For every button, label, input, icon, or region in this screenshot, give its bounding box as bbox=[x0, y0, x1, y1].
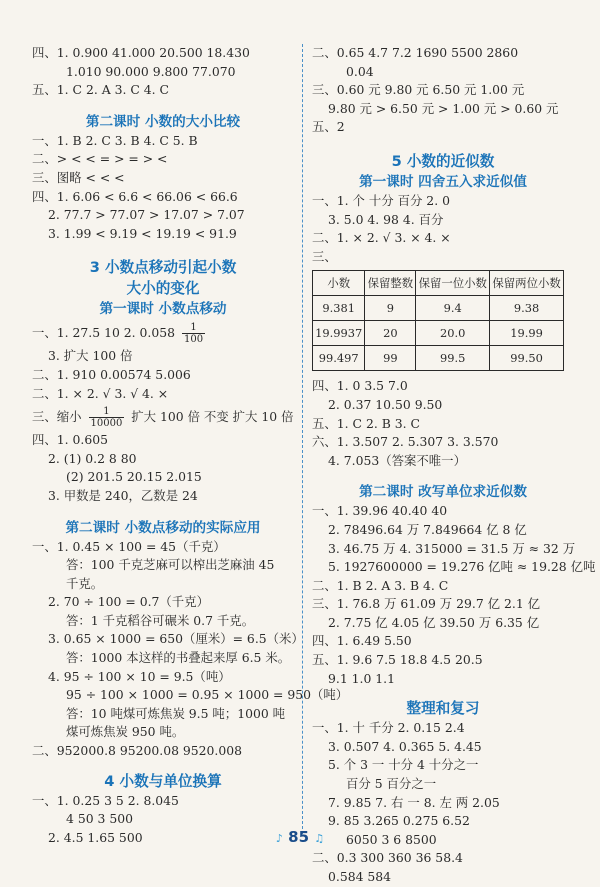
answer-line: 答：10 吨煤可炼焦炭 9.5 吨；1000 吨 bbox=[66, 705, 286, 721]
answer-line: 9.80 元 > 6.50 元 > 1.00 元 > 0.60 元 bbox=[328, 100, 559, 116]
answer-line: 1.010 90.000 9.800 77.070 bbox=[66, 63, 236, 79]
table-row bbox=[313, 346, 564, 371]
answer-line: 四、1. 6.06 < 6.6 < 66.06 < 66.6 bbox=[32, 188, 238, 204]
table-cell: 9 bbox=[365, 296, 416, 321]
answer-line: 2. 78496.64 万 7.849664 亿 8 亿 bbox=[328, 521, 527, 537]
table-cell: 20.0 bbox=[416, 321, 490, 346]
answer-line: (2) 201.5 20.15 2.015 bbox=[66, 469, 202, 485]
answer-text: 一、1. 27.5 10 2. 0.058 bbox=[32, 325, 176, 341]
answer-line: 答：100 千克芝麻可以榨出芝麻油 45 bbox=[66, 557, 275, 573]
table-cell: 99.50 bbox=[490, 346, 564, 371]
table-cell: 20 bbox=[365, 321, 416, 346]
unit-title: 3 小数点移动引起小数 bbox=[89, 259, 237, 277]
answer-line: 三、0.60 元 9.80 元 6.50 元 1.00 元 bbox=[312, 82, 525, 98]
answer-line: 3. 甲数是 240，乙数是 24 bbox=[48, 487, 198, 503]
unit-title: 4 小数与单位换算 bbox=[104, 772, 222, 790]
answer-line: 二、1. × 2. √ 3. × 4. × bbox=[312, 230, 451, 246]
answer-line: 7. 9.85 7. 右 一 8. 左 两 2.05 bbox=[328, 794, 500, 810]
answer-line bbox=[32, 403, 294, 431]
table-cell: 19.99 bbox=[490, 321, 564, 346]
answer-line: 3. 0.65 × 1000 = 650（厘米）= 6.5（米） bbox=[48, 631, 304, 647]
answer-line: 2. (1) 0.2 8 80 bbox=[48, 450, 137, 466]
answer-line: 四、1. 6.49 5.50 bbox=[312, 633, 412, 649]
answer-line: 答：1 千克稻谷可碾米 0.7 千克。 bbox=[66, 612, 255, 628]
answer-line: 0.584 584 bbox=[328, 869, 392, 884]
answer-line: 3. 扩大 100 倍 bbox=[48, 348, 133, 364]
answer-line: 三、图略 < < < bbox=[32, 169, 125, 185]
answer-line: 二、0.3 300 360 36 58.4 bbox=[312, 850, 463, 866]
section-heading: 第二课时 改写单位求近似数 bbox=[359, 484, 527, 501]
answer-line: 四、1. 0.900 41.000 20.500 18.430 bbox=[32, 45, 250, 60]
section-heading: 第一课时 四舍五入求近似值 bbox=[359, 173, 527, 190]
answer-text: 扩大 100 倍 不变 扩大 10 倍 bbox=[131, 409, 294, 425]
section-heading: 整理和复习 bbox=[406, 700, 480, 718]
music-note-icon: ♫ bbox=[314, 832, 325, 845]
table-header-row bbox=[313, 271, 564, 296]
section-heading: 第二课时 小数点移动的实际应用 bbox=[65, 519, 261, 536]
answer-line: 二、1. 910 0.00574 5.006 bbox=[32, 366, 191, 382]
table-cell: 9.4 bbox=[416, 296, 490, 321]
answer-line: 三、 bbox=[312, 248, 337, 264]
answer-line: 3. 1.99 < 9.19 < 19.19 < 91.9 bbox=[48, 225, 237, 241]
table-header-cell: 保留两位小数 bbox=[490, 271, 564, 296]
answer-line: 一、1. 十 千分 2. 0.15 2.4 bbox=[312, 720, 465, 736]
section-heading: 第一课时 小数点移动 bbox=[99, 301, 227, 318]
answer-line: 2. 0.37 10.50 9.50 bbox=[328, 396, 443, 412]
answer-line: 3. 0.507 4. 0.365 5. 4.45 bbox=[328, 738, 482, 754]
answer-line: 9. 85 3.265 0.275 6.52 bbox=[328, 813, 470, 829]
answer-line: 五、1. 9.6 7.5 18.8 4.5 20.5 bbox=[312, 652, 483, 668]
table-cell: 19.9937 bbox=[313, 321, 365, 346]
fraction-denominator: 10000 bbox=[90, 418, 123, 430]
table-cell: 99.5 bbox=[416, 346, 490, 371]
answer-line: 二、952000.8 95200.08 9520.008 bbox=[32, 743, 243, 759]
page-number bbox=[262, 828, 338, 846]
answer-line: 一、1. B 2. C 3. B 4. C 5. B bbox=[32, 132, 198, 148]
fraction-numerator: 1 bbox=[182, 322, 205, 334]
answer-line: 二、0.65 4.7 7.2 1690 5500 2860 bbox=[312, 45, 519, 60]
answer-line: 四、1. 0.605 bbox=[32, 432, 109, 448]
page-number-text: 85 bbox=[288, 828, 310, 846]
answer-line: 4. 7.053（答案不唯一） bbox=[328, 452, 466, 468]
table-header-cell: 小数 bbox=[313, 271, 365, 296]
answer-line: 四、1. 0 3.5 7.0 bbox=[312, 378, 408, 394]
answer-line: 一、1. 个 十分 百分 2. 0 bbox=[312, 192, 450, 208]
table-cell: 9.38 bbox=[490, 296, 564, 321]
answer-line: 3. 5.0 4. 98 4. 百分 bbox=[328, 211, 444, 227]
table-row bbox=[313, 296, 564, 321]
answer-line: 4 50 3 500 bbox=[66, 811, 133, 827]
table-cell: 9.381 bbox=[313, 296, 365, 321]
answer-line: 2. 70 ÷ 100 = 0.7（千克） bbox=[48, 594, 209, 610]
answer-line: 0.04 bbox=[346, 63, 374, 79]
answer-line: 千克。 bbox=[66, 575, 104, 591]
answer-line: 煤可炼焦炭 950 吨。 bbox=[66, 724, 185, 740]
music-note-icon: ♪ bbox=[275, 832, 283, 845]
right-column bbox=[312, 44, 596, 887]
rounding-table bbox=[312, 270, 564, 371]
answer-text: 三、缩小 bbox=[32, 409, 82, 425]
answer-line bbox=[32, 319, 294, 347]
answer-line: 9.1 1.0 1.1 bbox=[328, 670, 395, 686]
answer-line: 5. 个 3 一 十分 4 十分之一 bbox=[328, 757, 479, 773]
answer-line: 3. 46.75 万 4. 315000 = 31.5 万 ≈ 32 万 bbox=[328, 540, 576, 556]
section-heading: 第二课时 小数的大小比较 bbox=[85, 113, 241, 130]
table-row bbox=[313, 321, 564, 346]
answer-line: 五、1. C 2. A 3. C 4. C bbox=[32, 82, 170, 98]
fraction-numerator: 1 bbox=[89, 406, 125, 418]
answer-line: 2. 4.5 1.65 500 bbox=[48, 829, 143, 845]
table-cell: 99 bbox=[365, 346, 416, 371]
answer-line: 一、1. 0.25 3 5 2. 8.045 bbox=[32, 792, 179, 808]
answer-line: 三、1. 76.8 万 61.09 万 29.7 亿 2.1 亿 bbox=[312, 596, 541, 612]
answer-line: 6050 3 6 8500 bbox=[346, 831, 437, 847]
table-header-cell: 保留整数 bbox=[365, 271, 416, 296]
column-divider bbox=[302, 44, 303, 834]
answer-line: 答：1000 本这样的书叠起来厚 6.5 米。 bbox=[66, 650, 291, 666]
answer-line: 5. 1927600000 = 19.276 亿吨 ≈ 19.28 亿吨 bbox=[328, 559, 596, 575]
answer-line: 2. 77.7 > 77.07 > 17.07 > 7.07 bbox=[48, 207, 245, 223]
answer-line: 六、1. 3.507 2. 5.307 3. 3.570 bbox=[312, 434, 499, 450]
answer-line: 二、> < < = > = > < bbox=[32, 151, 168, 167]
table-header-cell: 保留一位小数 bbox=[416, 271, 490, 296]
answer-line: 百分 5 百分之一 bbox=[346, 776, 437, 792]
table-cell: 99.497 bbox=[313, 346, 365, 371]
answer-line: 二、1. × 2. √ 3. √ 4. × bbox=[32, 385, 169, 401]
answer-line: 二、1. B 2. A 3. B 4. C bbox=[312, 577, 449, 593]
answer-line: 五、2 bbox=[312, 119, 345, 135]
answer-line: 一、1. 0.45 × 100 = 45（千克） bbox=[32, 538, 226, 554]
answer-line: 五、1. C 2. B 3. C bbox=[312, 415, 421, 431]
unit-title: 5 小数的近似数 bbox=[391, 152, 495, 170]
unit-title: 大小的变化 bbox=[126, 280, 200, 298]
answer-line: 一、1. 39.96 40.40 40 bbox=[312, 503, 448, 519]
fraction-denominator: 100 bbox=[183, 334, 204, 346]
answer-line: 2. 7.75 亿 4.05 亿 39.50 万 6.35 亿 bbox=[328, 614, 540, 630]
answer-line: 4. 95 ÷ 100 × 10 = 9.5（吨） bbox=[48, 668, 231, 684]
fraction bbox=[89, 406, 125, 429]
answer-line: 95 ÷ 100 × 1000 = 0.95 × 1000 = 950（吨） bbox=[66, 687, 349, 703]
fraction bbox=[182, 322, 205, 345]
